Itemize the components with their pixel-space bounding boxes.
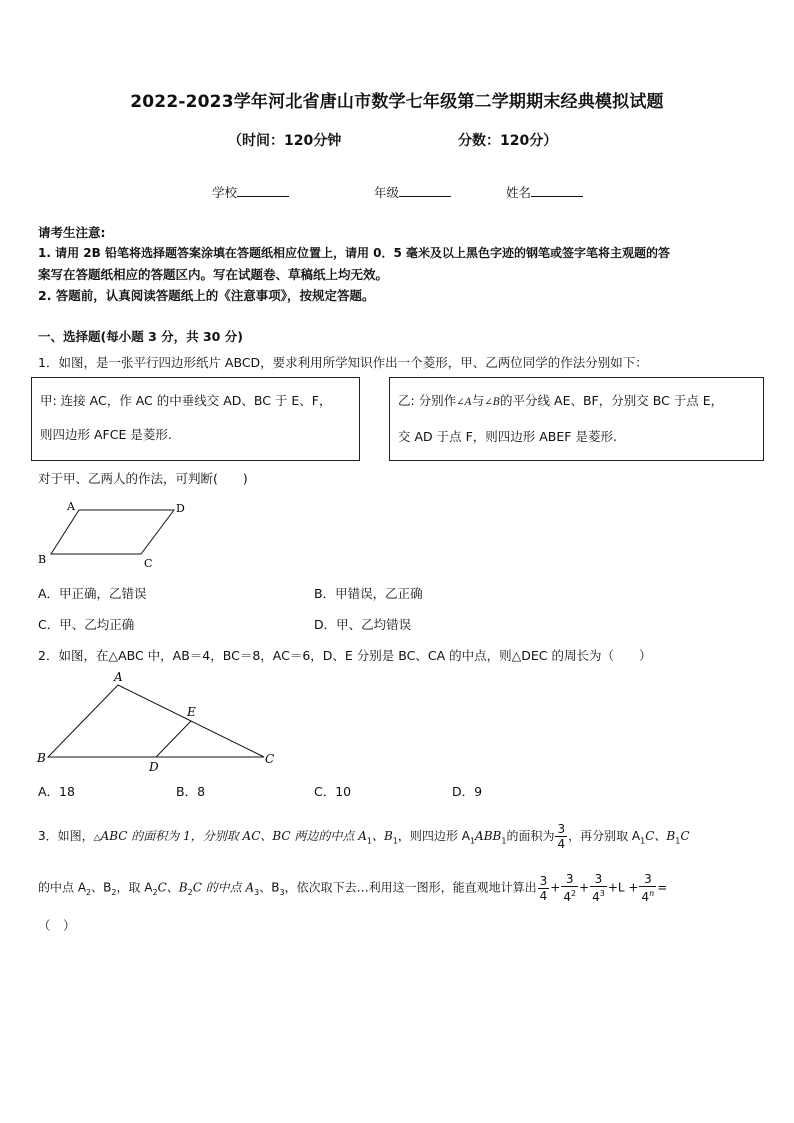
sub-1: 1 <box>501 836 507 846</box>
sub-2: 2 <box>152 887 158 897</box>
q1-option-a[interactable]: A．甲正确，乙错误 <box>38 586 147 601</box>
q3-text-4: ，则四边形 A <box>397 829 470 843</box>
notice-item-1-line-2: 案写在答题纸相应的答题区内。写在试题卷、草稿纸上均无效。 <box>38 267 389 282</box>
frac-den: 4 <box>557 837 566 851</box>
q1-jia-line-2: 则四边形 AFCE 是菱形. <box>40 427 172 442</box>
q3-text-16: ，依次取下去…利用这一图形，能直观地计算出 <box>284 880 537 895</box>
name-field[interactable] <box>506 183 583 201</box>
q2-triangle-figure <box>30 665 290 777</box>
notice-block <box>38 222 760 306</box>
label-c: C <box>265 752 275 766</box>
q1-yi-line-1 <box>398 384 755 420</box>
name-blank[interactable] <box>531 186 583 197</box>
exp-2: 2 <box>570 889 577 898</box>
sub-1: 1 <box>469 836 476 846</box>
sub-2: 2 <box>187 887 193 897</box>
label-a: A <box>114 670 123 684</box>
q1-yi-line-2: 交 AD 于点 F，则四边形 ABEF 是菱形. <box>398 429 617 444</box>
sub-3: 3 <box>254 887 260 897</box>
score-label: 分数：120分） <box>458 133 558 149</box>
triangle-symbol: △ <box>93 833 101 843</box>
fraction-three-quarters <box>555 822 567 851</box>
frac-num: 3 <box>590 872 607 887</box>
frac-num: 3 <box>561 872 578 887</box>
parallelogram-abcd <box>51 510 174 554</box>
q3-text-6: 的面积为 <box>506 829 555 843</box>
label-c: C <box>144 557 153 570</box>
den-base: 4 <box>563 890 571 904</box>
grade-label: 年级 <box>374 185 400 200</box>
q1-parallelogram-figure <box>34 497 194 572</box>
segment-de <box>156 721 191 757</box>
q1-angle-a: ∠A <box>456 397 472 408</box>
notice-item-1-line-1: 1. 请用 2B 铅笔将选择题答案涂填在答题纸相应位置上，请用 0．5 毫米及以上黑色字迹的钢笔或签字笔将主观题的答 <box>38 246 670 260</box>
frac-den <box>590 887 607 904</box>
label-a: A <box>67 500 75 513</box>
q1-yi-box <box>389 377 764 461</box>
exp-3: 3 <box>599 889 605 898</box>
frac-num: 3 <box>557 822 566 836</box>
q1-option-c[interactable]: C．甲、乙均正确 <box>38 617 135 632</box>
q3-text-7: ，再分别取 A <box>568 829 641 843</box>
exam-title: 2022-2023学年河北省唐山市数学七年级第二学期期末经典模拟试题 <box>130 92 664 112</box>
q2-option-c[interactable]: C．10 <box>314 784 352 799</box>
q1-yi-suffix: 的平分线 AE、BF，分别交 BC 于点 E， <box>500 393 724 408</box>
series-term-2 <box>561 872 578 904</box>
q1-angle-b: ∠B <box>484 397 501 408</box>
sub-1: 1 <box>675 836 681 846</box>
frac-den <box>639 887 656 904</box>
den-base: 4 <box>592 890 600 904</box>
q3-text-14: C 的中点 A <box>192 880 255 895</box>
q1-option-d[interactable]: D．甲、乙均错误 <box>314 617 412 632</box>
q3-text-8: C、B <box>645 829 676 843</box>
q2-stem: 2．如图，在△ABC 中，AB＝4，BC＝8，AC＝6，D、E 分别是 BC、CA 的中点，则△DEC 的周长为（ ） <box>38 648 652 663</box>
grade-field[interactable] <box>374 183 451 201</box>
q3-line-1 <box>38 822 690 851</box>
section-heading: 一、选择题(每小题 3 分，共 30 分) <box>38 329 243 344</box>
q2-option-a[interactable]: A．18 <box>38 784 75 799</box>
grade-blank[interactable] <box>399 186 451 197</box>
q2-option-b[interactable]: B．8 <box>176 784 206 799</box>
school-field[interactable] <box>212 183 289 201</box>
series-term-1 <box>538 874 550 903</box>
ellipsis-symbol: L <box>617 880 625 895</box>
notice-heading: 请考生注意: <box>38 225 106 240</box>
sub-1: 1 <box>392 836 398 846</box>
label-b: B <box>38 553 47 566</box>
school-label: 学校 <box>212 185 238 200</box>
q3-text-3: 、B <box>372 829 393 843</box>
frac-num: 3 <box>639 872 656 887</box>
series-term-3 <box>590 872 607 904</box>
q3-text-11: 、B <box>91 880 112 895</box>
q1-question: 对于甲、乙两人的作法，可判断( ) <box>38 471 248 486</box>
q1-jia-box <box>31 377 360 461</box>
q1-option-b[interactable]: B．甲错误，乙正确 <box>314 586 423 601</box>
q1-yi-prefix: 乙: 分别作 <box>398 393 457 408</box>
frac-num: 3 <box>539 873 548 888</box>
q2-option-d[interactable]: D．9 <box>452 784 483 799</box>
series-term-n <box>639 872 656 904</box>
plus-sign: + <box>607 880 618 895</box>
label-d: D <box>149 760 159 774</box>
den-base: 4 <box>641 890 650 904</box>
q3-text-10: 的中点 A <box>38 880 87 895</box>
sub-3: 3 <box>279 887 285 897</box>
time-label: （时间：120分钟 <box>228 133 342 149</box>
equals-sign: = <box>657 880 668 895</box>
q3-answer-blank[interactable]: （ ） <box>38 918 76 933</box>
label-b: B <box>37 751 46 765</box>
school-blank[interactable] <box>237 186 289 197</box>
q3-text-9: C <box>680 829 690 843</box>
name-label: 姓名 <box>506 185 532 200</box>
sub-2: 2 <box>111 887 117 897</box>
frac-den: 4 <box>539 888 548 903</box>
plus-sign: + <box>550 880 561 895</box>
sub-1: 1 <box>640 836 646 846</box>
label-e: E <box>187 705 196 719</box>
q1-stem: 1．如图，是一张平行四边形纸片 ABCD，要求利用所学知识作出一个菱形，甲、乙两位同学的作法分别如下： <box>38 355 648 370</box>
plus-sign: + <box>579 880 590 895</box>
sub-2: 2 <box>86 887 92 897</box>
triangle-abc <box>48 685 264 757</box>
q3-text-13: C、B <box>157 880 188 895</box>
q3-line-2 <box>38 872 667 904</box>
q1-jia-line-1: 甲: 连接 AC，作 AC 的中垂线交 AD、BC 于 E、F， <box>40 393 332 408</box>
sub-1: 1 <box>366 836 372 846</box>
q3-text-2: ABC 的面积为 1，分别取 AC、BC 两边的中点 A <box>100 829 367 843</box>
q3-text-12: ，取 A <box>116 880 153 895</box>
q3-text-5: ABB <box>475 829 502 843</box>
exp-n: n <box>649 889 655 898</box>
q3-text-1: 3．如图， <box>38 829 94 843</box>
frac-den <box>561 887 578 904</box>
q1-yi-and: 与 <box>471 393 485 408</box>
notice-item-2: 2. 答题前，认真阅读答题纸上的《注意事项》，按规定答题。 <box>38 288 375 303</box>
q3-text-15: 、B <box>259 880 280 895</box>
label-d: D <box>176 502 185 515</box>
plus-sign: + <box>628 880 639 895</box>
